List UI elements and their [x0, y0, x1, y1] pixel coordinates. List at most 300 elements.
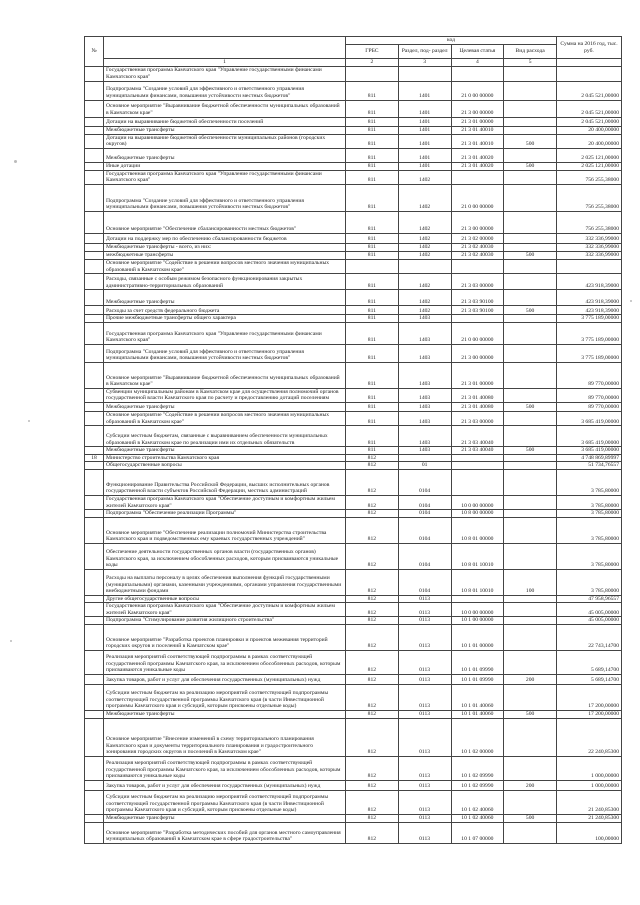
- cell-num: [85, 603, 104, 617]
- cell-expense-type: [504, 344, 557, 362]
- cell-target-article: 21 3 01 40080: [451, 388, 504, 402]
- table-row: [85, 362, 622, 388]
- cell-expense-type: [504, 757, 557, 781]
- cell-grbs: 811: [346, 117, 399, 126]
- cell-target-article: 21 3 02 00000: [451, 233, 504, 243]
- cell-grbs: 811: [346, 447, 399, 455]
- cell-razdel: 0113: [398, 719, 451, 757]
- cell-grbs: 812: [346, 675, 399, 685]
- cell-razdel: 0104: [398, 543, 451, 569]
- cell-sum: 3 785,80000: [557, 517, 622, 543]
- cell-grbs: 811: [346, 126, 399, 134]
- cell-name: Расходы на выплаты персоналу в целях обеспечения выполнения функций государственными (муниципальными) органами, казенными учреждениями, органами управления государственными внебюджетными фондами: [104, 569, 346, 595]
- cell-sum: 332 336,99000: [557, 233, 622, 243]
- cell-razdel: 1402: [398, 306, 451, 315]
- cell-razdel: 0113: [398, 603, 451, 617]
- cell-sum: 21 240,85300: [557, 815, 622, 823]
- cell-expense-type: [504, 274, 557, 290]
- table-row: [85, 651, 622, 675]
- cell-grbs: 812: [346, 823, 399, 844]
- table-row: [85, 66, 622, 81]
- cell-sum: 332 336,99000: [557, 243, 622, 251]
- cell-target-article: [451, 595, 504, 603]
- cell-num: [85, 823, 104, 844]
- cell-grbs: 811: [346, 315, 399, 323]
- cell-razdel: [398, 454, 451, 462]
- table-row: [85, 184, 622, 211]
- cell-num: [85, 402, 104, 411]
- cell-target-article: 21 3 01 40010: [451, 126, 504, 134]
- cell-target-article: 10 1 02 40060: [451, 791, 504, 815]
- table-row: [85, 251, 622, 259]
- cell-name: Основное мероприятие "Обеспечение сбалансированности местных бюджетов": [104, 211, 346, 233]
- header-index-sum: [557, 59, 622, 67]
- table-row: [85, 259, 622, 273]
- cell-name: Основное мероприятие "Содействие в решении вопросов местного значения муниципальных образований в Камчатском крае": [104, 411, 346, 425]
- cell-grbs: 811: [346, 211, 399, 233]
- cell-razdel: 0113: [398, 625, 451, 651]
- cell-expense-type: [504, 595, 557, 603]
- cell-razdel: 1401: [398, 117, 451, 126]
- cell-target-article: 10 1 02 00000: [451, 719, 504, 757]
- cell-sum: 45 005,00000: [557, 617, 622, 625]
- cell-grbs: 812: [346, 815, 399, 823]
- cell-num: [85, 170, 104, 184]
- cell-sum: 423 918,39000: [557, 290, 622, 306]
- header-expense-type: Вид расхода: [504, 45, 557, 59]
- cell-target-article: 21 3 01 40020: [451, 162, 504, 170]
- cell-expense-type: 500: [504, 402, 557, 411]
- cell-expense-type: 500: [504, 711, 557, 719]
- cell-num: [85, 426, 104, 447]
- cell-sum: 89 770,00000: [557, 362, 622, 388]
- table-row: [85, 711, 622, 719]
- cell-sum: 2 025 121,00000: [557, 148, 622, 162]
- cell-target-article: 21 3 03 40040: [451, 426, 504, 447]
- cell-num: [85, 685, 104, 711]
- table-row: [85, 675, 622, 685]
- table-row: [85, 170, 622, 184]
- cell-name: Реализация мероприятий соответствующей подпрограммы в рамках соответствующей государственной программы Камчатского края, за исключением обособленных расходов, которым присваиваются уникальные коды: [104, 757, 346, 781]
- cell-name: Расходы, связанные с особым режимом безопасного функционирования закрытых административно-территориальных образований: [104, 274, 346, 290]
- table-row: [85, 315, 622, 323]
- cell-num: [85, 134, 104, 148]
- table-row: [85, 469, 622, 495]
- cell-razdel: 0113: [398, 757, 451, 781]
- cell-num: [85, 274, 104, 290]
- cell-razdel: 0113: [398, 791, 451, 815]
- cell-razdel: 0104: [398, 510, 451, 518]
- cell-razdel: 0104: [398, 569, 451, 595]
- cell-num: [85, 675, 104, 685]
- cell-sum: 3 775 189,00000: [557, 344, 622, 362]
- cell-grbs: 812: [346, 711, 399, 719]
- cell-razdel: 0113: [398, 685, 451, 711]
- cell-sum: 1 000,00000: [557, 757, 622, 781]
- cell-name: Прочие межбюджетные трансферты общего характера: [104, 315, 346, 323]
- table-row: [85, 603, 622, 617]
- cell-name: Государственная программа Камчатского края "Обеспечение доступным и комфортным жильем жителей Камчатского края": [104, 495, 346, 509]
- cell-razdel: 0113: [398, 823, 451, 844]
- cell-target-article: 10 1 01 40060: [451, 711, 504, 719]
- cell-sum: 22 240,85300: [557, 719, 622, 757]
- cell-grbs: 811: [346, 251, 399, 259]
- cell-expense-type: 500: [504, 162, 557, 170]
- cell-grbs: 811: [346, 184, 399, 211]
- cell-sum: 20 400,00000: [557, 126, 622, 134]
- cell-sum: 17 200,00000: [557, 685, 622, 711]
- cell-num: [85, 595, 104, 603]
- cell-sum: 3 775 189,00000: [557, 322, 622, 344]
- cell-sum: 756 255,38000: [557, 184, 622, 211]
- cell-expense-type: [504, 315, 557, 323]
- cell-num: [85, 625, 104, 651]
- cell-sum: 51 734,76557: [557, 462, 622, 470]
- table-row: [85, 815, 622, 823]
- cell-grbs: 812: [346, 595, 399, 603]
- table-row: [85, 402, 622, 411]
- cell-name: Основное мероприятие "Выравнивание бюджетной обеспеченности муниципальных образований в Камчатском крае": [104, 100, 346, 117]
- budget-table: [84, 36, 622, 844]
- cell-expense-type: [504, 510, 557, 518]
- cell-target-article: 21 3 01 00000: [451, 117, 504, 126]
- cell-razdel: 1403: [398, 447, 451, 455]
- cell-target-article: 21 3 01 40020: [451, 148, 504, 162]
- cell-grbs: 811: [346, 402, 399, 411]
- cell-name: Основное мероприятие "Содействие в решении вопросов местного значения муниципальных образований в Камчатском крае": [104, 259, 346, 273]
- cell-name: Расходы за счет средств федерального бюджета: [104, 306, 346, 315]
- table-row: [85, 290, 622, 306]
- cell-grbs: 812: [346, 625, 399, 651]
- cell-name: Межбюджетные трансферты - всего, из них:: [104, 243, 346, 251]
- table-row: [85, 388, 622, 402]
- cell-razdel: 1403: [398, 315, 451, 323]
- header-name: [104, 37, 346, 59]
- cell-num: [85, 233, 104, 243]
- cell-grbs: 812: [346, 469, 399, 495]
- table-row: [85, 211, 622, 233]
- cell-name: Основное мероприятие "Обеспечение реализации полномочий Министерства строительства Камчатского края и подведомственных ему краевых государственных учреждений": [104, 517, 346, 543]
- cell-target-article: 21 3 03 40040: [451, 447, 504, 455]
- cell-razdel: 0104: [398, 469, 451, 495]
- cell-grbs: 811: [346, 306, 399, 315]
- cell-razdel: 1402: [398, 170, 451, 184]
- table-row: [85, 344, 622, 362]
- scan-speck: [28, 420, 30, 422]
- cell-expense-type: [504, 126, 557, 134]
- scan-speck: [630, 300, 632, 302]
- cell-expense-type: 200: [504, 781, 557, 791]
- cell-grbs: 811: [346, 170, 399, 184]
- cell-grbs: 811: [346, 362, 399, 388]
- cell-name: Закупка товаров, работ и услуг для обеспечения государственных (муниципальных) нужд: [104, 781, 346, 791]
- header-index-vr: 5: [504, 59, 557, 67]
- cell-target-article: 21 3 01 40010: [451, 134, 504, 148]
- cell-expense-type: [504, 117, 557, 126]
- cell-target-article: 10 1 01 40060: [451, 685, 504, 711]
- cell-grbs: 811: [346, 274, 399, 290]
- cell-num: [85, 447, 104, 455]
- cell-sum: 3 785,80000: [557, 569, 622, 595]
- cell-target-article: 10 1 02 09990: [451, 781, 504, 791]
- cell-grbs: 811: [346, 243, 399, 251]
- cell-expense-type: [504, 426, 557, 447]
- cell-name: Межбюджетные трансферты: [104, 290, 346, 306]
- cell-num: [85, 290, 104, 306]
- table-row: [85, 510, 622, 518]
- cell-grbs: 812: [346, 462, 399, 470]
- table-row: [85, 454, 622, 462]
- cell-target-article: 21 3 02 40030: [451, 243, 504, 251]
- cell-expense-type: [504, 823, 557, 844]
- header-sum: Сумма на 2016 год, тыс. руб.: [557, 37, 622, 59]
- table-row: [85, 322, 622, 344]
- cell-num: [85, 100, 104, 117]
- cell-razdel: 0104: [398, 495, 451, 509]
- cell-expense-type: 500: [504, 251, 557, 259]
- header-target-article: Целевая статья: [451, 45, 504, 59]
- cell-sum: 2 045 521,00000: [557, 100, 622, 117]
- cell-num: [85, 719, 104, 757]
- table-row: [85, 100, 622, 117]
- cell-name: Дотации на выравнивание бюджетной обеспеченности поселений: [104, 117, 346, 126]
- table-row: [85, 306, 622, 315]
- cell-expense-type: [504, 233, 557, 243]
- cell-razdel: 1402: [398, 184, 451, 211]
- scan-speck: [14, 160, 17, 163]
- cell-num: [85, 462, 104, 470]
- cell-grbs: 811: [346, 290, 399, 306]
- cell-sum: 2 025 121,00000: [557, 162, 622, 170]
- cell-grbs: 811: [346, 134, 399, 148]
- table-row: [85, 462, 622, 470]
- cell-sum: 5 689,14700: [557, 675, 622, 685]
- cell-sum: 756 255,38000: [557, 211, 622, 233]
- cell-grbs: 812: [346, 543, 399, 569]
- cell-name: Межбюджетные трансферты: [104, 815, 346, 823]
- cell-name: Государственная программа Камчатского края "Управление государственными финансами Камчатского края": [104, 170, 346, 184]
- table-row: [85, 617, 622, 625]
- cell-target-article: 10 1 01 09990: [451, 675, 504, 685]
- cell-num: 18: [85, 454, 104, 462]
- cell-target-article: [451, 315, 504, 323]
- cell-razdel: 1403: [398, 362, 451, 388]
- table-row: [85, 625, 622, 651]
- cell-razdel: 0113: [398, 617, 451, 625]
- cell-name: Дотации на выравнивание бюджетной обеспеченности муниципальных районов (городских округов): [104, 134, 346, 148]
- cell-num: [85, 510, 104, 518]
- cell-name: Межбюджетные трансферты: [104, 402, 346, 411]
- cell-sum: 100,00000: [557, 823, 622, 844]
- cell-razdel: 01: [398, 462, 451, 470]
- cell-target-article: 10 1 01 09990: [451, 651, 504, 675]
- cell-sum: 3 685 419,00000: [557, 411, 622, 425]
- cell-name: Функционирование Правительства Российской Федерации, высших исполнительных органов государственной власти субъектов Российской Федерации, местных администраций: [104, 469, 346, 495]
- cell-target-article: 21 3 00 00000: [451, 344, 504, 362]
- table-row: [85, 781, 622, 791]
- table-row: [85, 274, 622, 290]
- cell-num: [85, 517, 104, 543]
- table-row: [85, 162, 622, 170]
- cell-expense-type: [504, 362, 557, 388]
- cell-name: Общегосударственные вопросы: [104, 462, 346, 470]
- table-row: [85, 595, 622, 603]
- table-row: [85, 447, 622, 455]
- cell-target-article: 10 8 01 10010: [451, 543, 504, 569]
- cell-target-article: 21 3 03 00000: [451, 411, 504, 425]
- cell-target-article: [451, 259, 504, 273]
- cell-sum: 3 785,80000: [557, 543, 622, 569]
- cell-target-article: 10 8 00 00000: [451, 510, 504, 518]
- cell-name: Субсидии местным бюджетам на реализацию мероприятий соответствующей подпрограммы соответствующей государственной программы Камчатского края (в части Инвестиционной программы Камчатского края и субсидий, которым присвоены отдельные коды): [104, 685, 346, 711]
- cell-name: Субсидии местным бюджетам, связанные с выравниванием обеспеченности муниципальных образований в Камчатском крае по реализации ими их отдельных обязательств: [104, 426, 346, 447]
- cell-expense-type: [504, 495, 557, 509]
- table-row: [85, 685, 622, 711]
- cell-grbs: 812: [346, 685, 399, 711]
- cell-grbs: 811: [346, 100, 399, 117]
- cell-expense-type: [504, 243, 557, 251]
- cell-expense-type: [504, 81, 557, 100]
- cell-target-article: 21 3 00 00000: [451, 100, 504, 117]
- cell-name: Основное мероприятие "Разработка методических пособий для органов местного самоуправления муниципальных образований в Камчатском крае в сфере градостроительства": [104, 823, 346, 844]
- cell-razdel: 1403: [398, 411, 451, 425]
- header-code-group: код: [346, 37, 557, 45]
- cell-name: Другие общегосударственные вопросы: [104, 595, 346, 603]
- cell-razdel: 1401: [398, 81, 451, 100]
- cell-sum: 5 689,14700: [557, 651, 622, 675]
- cell-expense-type: [504, 259, 557, 273]
- cell-name: Подпрограмма "Обеспечение реализации Программы": [104, 510, 346, 518]
- cell-razdel: 1402: [398, 211, 451, 233]
- cell-expense-type: 500: [504, 306, 557, 315]
- cell-razdel: 1403: [398, 402, 451, 411]
- cell-target-article: 10 0 00 00000: [451, 495, 504, 509]
- table-row: [85, 757, 622, 781]
- cell-target-article: 10 1 00 00000: [451, 617, 504, 625]
- cell-num: [85, 791, 104, 815]
- cell-razdel: 1402: [398, 233, 451, 243]
- cell-num: [85, 388, 104, 402]
- cell-sum: 20 400,00000: [557, 134, 622, 148]
- cell-target-article: 21 3 01 40080: [451, 402, 504, 411]
- cell-name: Основное мероприятие "Разработка проектов планировки и проектов межевания территорий городских округов и поселений в Камчатском крае": [104, 625, 346, 651]
- header-index-name: 1: [104, 59, 346, 67]
- cell-expense-type: [504, 100, 557, 117]
- cell-grbs: 811: [346, 322, 399, 344]
- table-row: [85, 117, 622, 126]
- cell-target-article: 10 1 01 00000: [451, 625, 504, 651]
- cell-name: Межбюджетные трансферты: [104, 447, 346, 455]
- cell-grbs: 811: [346, 162, 399, 170]
- table-row: [85, 148, 622, 162]
- cell-num: [85, 711, 104, 719]
- cell-num: [85, 126, 104, 134]
- cell-expense-type: [504, 66, 557, 81]
- cell-expense-type: [504, 719, 557, 757]
- cell-sum: 89 770,00000: [557, 388, 622, 402]
- cell-razdel: 1401: [398, 148, 451, 162]
- cell-name: Государственная программа Камчатского края "Обеспечение доступным и комфортным жильем жителей Камчатского края": [104, 603, 346, 617]
- cell-razdel: 0104: [398, 517, 451, 543]
- cell-num: [85, 543, 104, 569]
- cell-razdel: 1403: [398, 388, 451, 402]
- cell-sum: 47 958,96557: [557, 595, 622, 603]
- cell-num: [85, 243, 104, 251]
- cell-grbs: 812: [346, 719, 399, 757]
- cell-target-article: 10 1 07 00000: [451, 823, 504, 844]
- cell-name: Обеспечение деятельности государственных органов власти (государственных органов) Камчатского края, за исключением обособленных расходов, которым присваиваются уникальные коды: [104, 543, 346, 569]
- cell-grbs: 811: [346, 148, 399, 162]
- cell-sum: 756 255,38000: [557, 170, 622, 184]
- cell-num: [85, 569, 104, 595]
- cell-expense-type: [504, 148, 557, 162]
- cell-grbs: [346, 66, 399, 81]
- cell-expense-type: [504, 791, 557, 815]
- cell-sum: 332 336,99000: [557, 251, 622, 259]
- cell-target-article: 21 3 01 00000: [451, 362, 504, 388]
- table-row: [85, 81, 622, 100]
- cell-grbs: 812: [346, 617, 399, 625]
- cell-sum: 3 685 419,00000: [557, 426, 622, 447]
- cell-target-article: 10 8 01 10010: [451, 569, 504, 595]
- cell-sum: 3 785,80000: [557, 510, 622, 518]
- cell-expense-type: [504, 617, 557, 625]
- cell-target-article: 21 3 02 40030: [451, 251, 504, 259]
- cell-grbs: 812: [346, 495, 399, 509]
- cell-target-article: 10 1 02 40060: [451, 815, 504, 823]
- cell-expense-type: [504, 469, 557, 495]
- cell-num: [85, 162, 104, 170]
- cell-grbs: 811: [346, 411, 399, 425]
- cell-expense-type: 200: [504, 675, 557, 685]
- cell-expense-type: 100: [504, 569, 557, 595]
- cell-expense-type: [504, 411, 557, 425]
- cell-name: Межбюджетные трансферты: [104, 126, 346, 134]
- cell-target-article: 10 0 00 00000: [451, 603, 504, 617]
- table-row: [85, 495, 622, 509]
- cell-sum: 3 775 189,00000: [557, 315, 622, 323]
- table-row: [85, 426, 622, 447]
- cell-grbs: 812: [346, 603, 399, 617]
- cell-target-article: 21 3 03 90100: [451, 290, 504, 306]
- cell-sum: 423 918,39000: [557, 274, 622, 290]
- cell-grbs: 812: [346, 791, 399, 815]
- cell-sum: [557, 66, 622, 81]
- table-row: [85, 517, 622, 543]
- cell-razdel: 1402: [398, 290, 451, 306]
- cell-num: [85, 117, 104, 126]
- cell-name: Иные дотации: [104, 162, 346, 170]
- cell-name: межбюджетные трансферты: [104, 251, 346, 259]
- cell-razdel: [398, 259, 451, 273]
- cell-num: [85, 148, 104, 162]
- table-row: [85, 134, 622, 148]
- cell-num: [85, 344, 104, 362]
- table-row: [85, 243, 622, 251]
- cell-name: Государственная программа Камчатского края "Управление государственными финансами Камчатского края": [104, 322, 346, 344]
- cell-target-article: 21 3 03 90100: [451, 306, 504, 315]
- cell-name: Межбюджетные трансферты: [104, 148, 346, 162]
- cell-expense-type: [504, 462, 557, 470]
- cell-num: [85, 815, 104, 823]
- cell-grbs: 812: [346, 510, 399, 518]
- table-row: [85, 126, 622, 134]
- table-row: [85, 411, 622, 425]
- cell-razdel: 1402: [398, 274, 451, 290]
- cell-num: [85, 617, 104, 625]
- cell-num: [85, 306, 104, 315]
- cell-target-article: [451, 170, 504, 184]
